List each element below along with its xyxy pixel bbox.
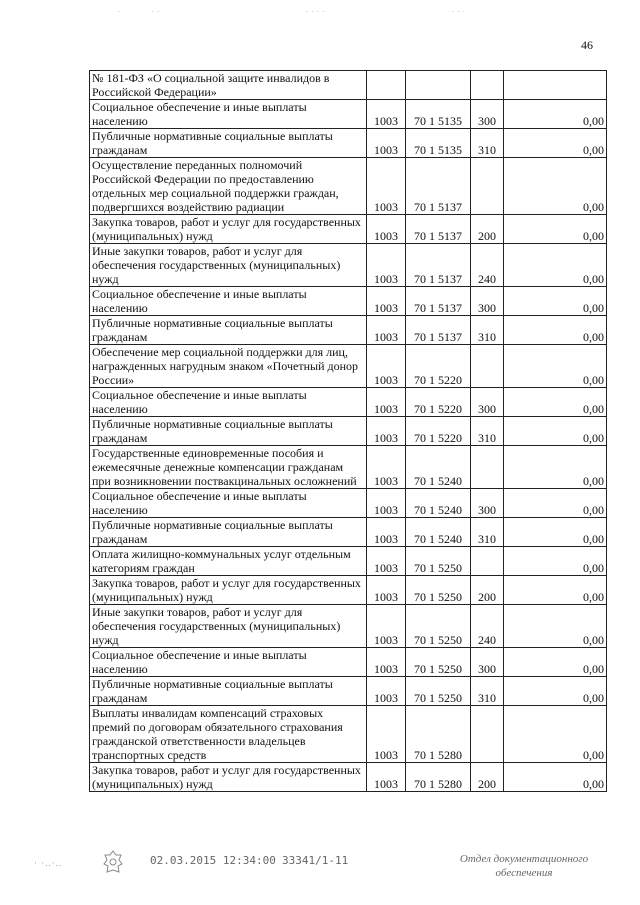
row-expense-type-cell: 310	[471, 316, 504, 345]
row-section-cell	[367, 71, 406, 100]
row-section-cell: 1003	[367, 446, 406, 489]
row-target-code-cell: 70 1 5250	[406, 677, 471, 706]
row-amount-cell: 0,00	[504, 547, 607, 576]
row-target-code-cell: 70 1 5240	[406, 518, 471, 547]
row-section-cell: 1003	[367, 547, 406, 576]
row-target-code-cell: 70 1 5137	[406, 158, 471, 215]
row-section-cell: 1003	[367, 388, 406, 417]
row-name-cell: Социальное обеспечение и иные выплаты населению	[90, 489, 367, 518]
row-expense-type-cell: 300	[471, 648, 504, 677]
row-expense-type-cell: 310	[471, 518, 504, 547]
row-amount-cell: 0,00	[504, 518, 607, 547]
page-footer	[0, 852, 640, 892]
row-target-code-cell: 70 1 5137	[406, 215, 471, 244]
row-name-cell: Государственные единовременные пособия и ежемесячные денежные компенсации гражданам при возникновении поствакцинальных осложнений	[90, 446, 367, 489]
row-name-cell: Публичные нормативные социальные выплаты гражданам	[90, 129, 367, 158]
row-amount-cell: 0,00	[504, 763, 607, 792]
row-expense-type-cell	[471, 446, 504, 489]
row-name-cell: Социальное обеспечение и иные выплаты населению	[90, 287, 367, 316]
table-row	[90, 345, 607, 388]
row-target-code-cell: 70 1 5135	[406, 100, 471, 129]
row-expense-type-cell	[471, 547, 504, 576]
row-section-cell: 1003	[367, 677, 406, 706]
row-section-cell: 1003	[367, 215, 406, 244]
table-row	[90, 244, 607, 287]
row-section-cell: 1003	[367, 287, 406, 316]
row-expense-type-cell: 240	[471, 605, 504, 648]
table-row	[90, 763, 607, 792]
row-amount-cell: 0,00	[504, 316, 607, 345]
row-expense-type-cell: 200	[471, 763, 504, 792]
table-row	[90, 100, 607, 129]
row-name-cell: Оплата жилищно-коммунальных услуг отдельным категориям граждан	[90, 547, 367, 576]
row-target-code-cell: 70 1 5280	[406, 706, 471, 763]
footer-department-line1: Отдел документационного	[459, 853, 589, 865]
footer-dots: · ·..·..	[34, 858, 63, 868]
row-amount-cell: 0,00	[504, 100, 607, 129]
table-row	[90, 71, 607, 100]
row-section-cell: 1003	[367, 417, 406, 446]
row-target-code-cell: 70 1 5137	[406, 244, 471, 287]
row-expense-type-cell: 200	[471, 576, 504, 605]
table-row	[90, 605, 607, 648]
row-expense-type-cell: 310	[471, 417, 504, 446]
row-section-cell: 1003	[367, 129, 406, 158]
table-row	[90, 287, 607, 316]
row-target-code-cell: 70 1 5250	[406, 605, 471, 648]
table-row	[90, 677, 607, 706]
page-number: 46	[581, 38, 593, 52]
row-amount-cell: 0,00	[504, 417, 607, 446]
row-amount-cell: 0,00	[504, 677, 607, 706]
row-name-cell: Закупка товаров, работ и услуг для государственных (муниципальных) нужд	[90, 763, 367, 792]
row-expense-type-cell	[471, 158, 504, 215]
row-expense-type-cell: 310	[471, 677, 504, 706]
row-section-cell: 1003	[367, 763, 406, 792]
row-target-code-cell: 70 1 5250	[406, 547, 471, 576]
row-name-cell: № 181-ФЗ «О социальной защите инвалидов в Российской Федерации»	[90, 71, 367, 100]
row-name-cell: Иные закупки товаров, работ и услуг для обеспечения государственных (муниципальных) нужд	[90, 244, 367, 287]
emblem-stamp-icon	[102, 850, 124, 876]
row-target-code-cell: 70 1 5280	[406, 763, 471, 792]
row-target-code-cell: 70 1 5220	[406, 345, 471, 388]
footer-department-line2: обеспечения	[495, 867, 553, 879]
row-expense-type-cell	[471, 71, 504, 100]
row-section-cell: 1003	[367, 244, 406, 287]
row-name-cell: Закупка товаров, работ и услуг для государственных (муниципальных) нужд	[90, 576, 367, 605]
row-expense-type-cell: 240	[471, 244, 504, 287]
row-expense-type-cell: 300	[471, 489, 504, 518]
row-section-cell: 1003	[367, 648, 406, 677]
row-amount-cell: 0,00	[504, 648, 607, 677]
row-target-code-cell: 70 1 5135	[406, 129, 471, 158]
row-name-cell: Социальное обеспечение и иные выплаты населению	[90, 100, 367, 129]
row-amount-cell: 0,00	[504, 388, 607, 417]
table-row	[90, 576, 607, 605]
row-expense-type-cell: 300	[471, 388, 504, 417]
table-row	[90, 547, 607, 576]
row-target-code-cell: 70 1 5240	[406, 446, 471, 489]
budget-table-body	[90, 71, 607, 792]
row-amount-cell: 0,00	[504, 446, 607, 489]
row-amount-cell: 0,00	[504, 576, 607, 605]
row-section-cell: 1003	[367, 576, 406, 605]
row-name-cell: Обеспечение мер социальной поддержки для лиц, награжденных нагрудным знаком «Почетный донор России»	[90, 345, 367, 388]
table-row	[90, 215, 607, 244]
table-row	[90, 446, 607, 489]
row-section-cell: 1003	[367, 345, 406, 388]
table-row	[90, 129, 607, 158]
row-target-code-cell: 70 1 5250	[406, 576, 471, 605]
footer-department	[454, 852, 594, 880]
row-name-cell: Публичные нормативные социальные выплаты гражданам	[90, 417, 367, 446]
row-target-code-cell: 70 1 5220	[406, 417, 471, 446]
row-amount-cell: 0,00	[504, 287, 607, 316]
row-expense-type-cell: 300	[471, 100, 504, 129]
row-section-cell: 1003	[367, 518, 406, 547]
row-name-cell: Социальное обеспечение и иные выплаты населению	[90, 648, 367, 677]
table-row	[90, 648, 607, 677]
budget-table	[89, 70, 607, 792]
row-amount-cell: 0,00	[504, 345, 607, 388]
row-name-cell: Выплаты инвалидам компенсаций страховых премий по договорам обязательного страхования гражданской ответственности владельцев транспортных средств	[90, 706, 367, 763]
row-expense-type-cell	[471, 706, 504, 763]
table-row	[90, 316, 607, 345]
row-section-cell: 1003	[367, 316, 406, 345]
row-name-cell: Публичные нормативные социальные выплаты гражданам	[90, 518, 367, 547]
row-target-code-cell: 70 1 5250	[406, 648, 471, 677]
row-name-cell: Осуществление переданных полномочий Российской Федерации по предоставлению отдельных мер социальной поддержки граждан, подвергшихся воздействию радиации	[90, 158, 367, 215]
row-section-cell: 1003	[367, 158, 406, 215]
row-expense-type-cell	[471, 345, 504, 388]
row-target-code-cell: 70 1 5137	[406, 287, 471, 316]
table-row	[90, 489, 607, 518]
row-name-cell: Публичные нормативные социальные выплаты гражданам	[90, 316, 367, 345]
row-target-code-cell: 70 1 5137	[406, 316, 471, 345]
table-row	[90, 706, 607, 763]
row-expense-type-cell: 300	[471, 287, 504, 316]
row-section-cell: 1003	[367, 706, 406, 763]
row-section-cell: 1003	[367, 489, 406, 518]
row-target-code-cell: 70 1 5240	[406, 489, 471, 518]
row-amount-cell: 0,00	[504, 244, 607, 287]
table-row	[90, 518, 607, 547]
footer-datetime: 02.03.2015 12:34:00	[150, 854, 276, 867]
scan-header-marks: . . . . . . . . . .	[118, 6, 466, 14]
row-amount-cell	[504, 71, 607, 100]
row-section-cell: 1003	[367, 100, 406, 129]
row-target-code-cell	[406, 71, 471, 100]
row-name-cell: Иные закупки товаров, работ и услуг для обеспечения государственных (муниципальных) нужд	[90, 605, 367, 648]
table-row	[90, 388, 607, 417]
row-name-cell: Публичные нормативные социальные выплаты гражданам	[90, 677, 367, 706]
row-name-cell: Социальное обеспечение и иные выплаты населению	[90, 388, 367, 417]
row-amount-cell: 0,00	[504, 706, 607, 763]
footer-doc-number: 33341/1-11	[282, 854, 349, 867]
row-amount-cell: 0,00	[504, 129, 607, 158]
table-row	[90, 417, 607, 446]
row-amount-cell: 0,00	[504, 215, 607, 244]
row-target-code-cell: 70 1 5220	[406, 388, 471, 417]
row-amount-cell: 0,00	[504, 158, 607, 215]
row-expense-type-cell: 310	[471, 129, 504, 158]
table-row	[90, 158, 607, 215]
row-expense-type-cell: 200	[471, 215, 504, 244]
row-amount-cell: 0,00	[504, 605, 607, 648]
row-amount-cell: 0,00	[504, 489, 607, 518]
row-section-cell: 1003	[367, 605, 406, 648]
row-name-cell: Закупка товаров, работ и услуг для государственных (муниципальных) нужд	[90, 215, 367, 244]
